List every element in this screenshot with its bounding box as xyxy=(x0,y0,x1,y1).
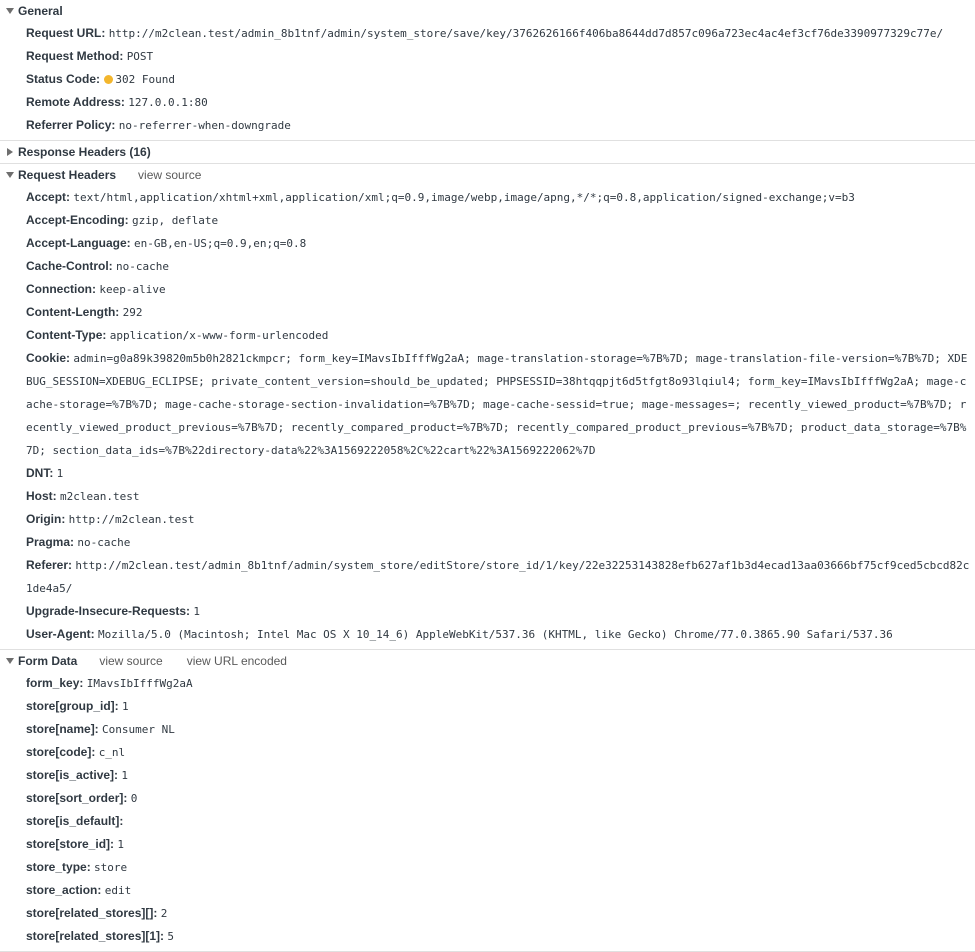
header-row[interactable]: DNT: 1 xyxy=(26,466,64,480)
form-view-source-link[interactable]: view source xyxy=(99,654,163,668)
header-row[interactable]: Origin: http://m2clean.test xyxy=(26,512,195,526)
form-row[interactable]: store[sort_order]: 0 xyxy=(26,791,138,805)
header-row[interactable]: User-Agent: Mozilla/5.0 (Macintosh; Intel Mac OS X 10_14_6) AppleWebKit/537.36 (KHTML, like Gecko) Chrome/77.0.3865.90 Safari/537.36 xyxy=(26,627,893,641)
form-row[interactable]: store[name]: Consumer NL xyxy=(26,722,175,736)
view-url-encoded-link[interactable]: view URL encoded xyxy=(186,654,287,668)
request-headers-title: Request Headers xyxy=(18,168,117,182)
form-row[interactable]: store_action: edit xyxy=(26,883,132,897)
response-headers-section xyxy=(0,141,975,164)
form-data-section xyxy=(0,650,975,952)
header-row[interactable]: Accept-Language: en-GB,en-US;q=0.9,en;q=0.8 xyxy=(26,236,307,250)
header-row[interactable]: Host: m2clean.test xyxy=(26,489,140,503)
header-row[interactable]: Content-Type: application/x-www-form-urlencoded xyxy=(26,328,329,342)
header-row-cookie[interactable]: Cookie: admin=g0a89k39820m5b0h2821ckmpcr; form_key=IMavsIbIfffWg2aA; mage-translation-storage=%7B%7D; mage-translation-file-version=%7B%7D; XDEBUG_SESSION=XDEBUG_ECLIPSE; private_content_version=should_be_updated; PHPSESSID=38htqqpjt6d5tfgt8o93lqiul4; form_key=IMavsIbIfffWg2aA; mage-cache-storage=%7B%7D; mage-cache-storage-section-invalidation=%7B%7D; mage-cache-sessid=true; mage-messages=; recently_viewed_product=%7B%7D; recently_viewed_product_previous=%7B%7D; recently_compared_product=%7B%7D; recently_compared_product_previous=%7B%7D; product_data_storage=%7B%7D; section_data_ids=%7B%22directory-data%22%3A1569222058%2C%22cart%22%3A1569222062%7D xyxy=(26,351,968,457)
general-section xyxy=(0,0,975,141)
general-row-request-url[interactable]: Request URL: http://m2clean.test/admin_8b1tnf/admin/system_store/save/key/3762626166f406ba8644dd7d857c096a723ec4ac4ef3cf76de3390977329c77e/ xyxy=(26,26,944,40)
form-data-rows xyxy=(0,672,975,951)
general-row-status-code[interactable]: Status Code: 302 Found xyxy=(26,72,175,86)
form-row[interactable]: store[related_stores][]: 2 xyxy=(26,906,168,920)
triangle-down-icon[interactable] xyxy=(6,658,14,664)
status-dot-icon xyxy=(104,75,113,84)
response-headers-header[interactable] xyxy=(0,141,975,163)
header-row[interactable]: Upgrade-Insecure-Requests: 1 xyxy=(26,604,201,618)
form-row[interactable]: form_key: IMavsIbIfffWg2aA xyxy=(26,676,193,690)
form-row[interactable]: store[group_id]: 1 xyxy=(26,699,129,713)
general-row-request-method[interactable]: Request Method: POST xyxy=(26,49,154,63)
form-row[interactable]: store[code]: c_nl xyxy=(26,745,126,759)
general-rows xyxy=(0,22,975,140)
request-headers-rows xyxy=(0,186,975,649)
form-data-title: Form Data xyxy=(18,654,78,668)
header-row-referer[interactable]: Referer: http://m2clean.test/admin_8b1tnf/admin/system_store/editStore/store_id/1/key/22e32253143828efb627af1b3d4ecad13aa03666bf75cf9ced5cbcd82c1de4a5/ xyxy=(26,558,970,595)
header-row[interactable]: Cache-Control: no-cache xyxy=(26,259,169,273)
form-row[interactable]: store_type: store xyxy=(26,860,128,874)
header-row[interactable]: Connection: keep-alive xyxy=(26,282,166,296)
general-header[interactable] xyxy=(0,0,975,22)
triangle-down-icon[interactable] xyxy=(6,8,14,14)
view-source-link[interactable]: view source xyxy=(138,168,202,182)
header-row[interactable]: Accept: text/html,application/xhtml+xml,application/xml;q=0.9,image/webp,image/apng,*/*;q=0.8,application/signed-exchange;v=b3 xyxy=(26,190,855,204)
form-data-header[interactable] xyxy=(0,650,975,672)
general-row-referrer-policy[interactable]: Referrer Policy: no-referrer-when-downgrade xyxy=(26,118,291,132)
general-title: General xyxy=(18,4,63,18)
form-row[interactable]: store[is_active]: 1 xyxy=(26,768,129,782)
response-headers-title: Response Headers (16) xyxy=(18,145,151,159)
general-row-remote-address[interactable]: Remote Address: 127.0.0.1:80 xyxy=(26,95,208,109)
request-headers-header[interactable] xyxy=(0,164,975,186)
header-row[interactable]: Accept-Encoding: gzip, deflate xyxy=(26,213,219,227)
triangle-right-icon[interactable] xyxy=(7,148,13,156)
form-row[interactable]: store[related_stores][1]: 5 xyxy=(26,929,175,943)
request-headers-section xyxy=(0,164,975,650)
form-row[interactable]: store[is_default]: xyxy=(26,814,124,828)
header-row[interactable]: Pragma: no-cache xyxy=(26,535,131,549)
form-row[interactable]: store[store_id]: 1 xyxy=(26,837,124,851)
header-row[interactable]: Content-Length: 292 xyxy=(26,305,143,319)
triangle-down-icon[interactable] xyxy=(6,172,14,178)
